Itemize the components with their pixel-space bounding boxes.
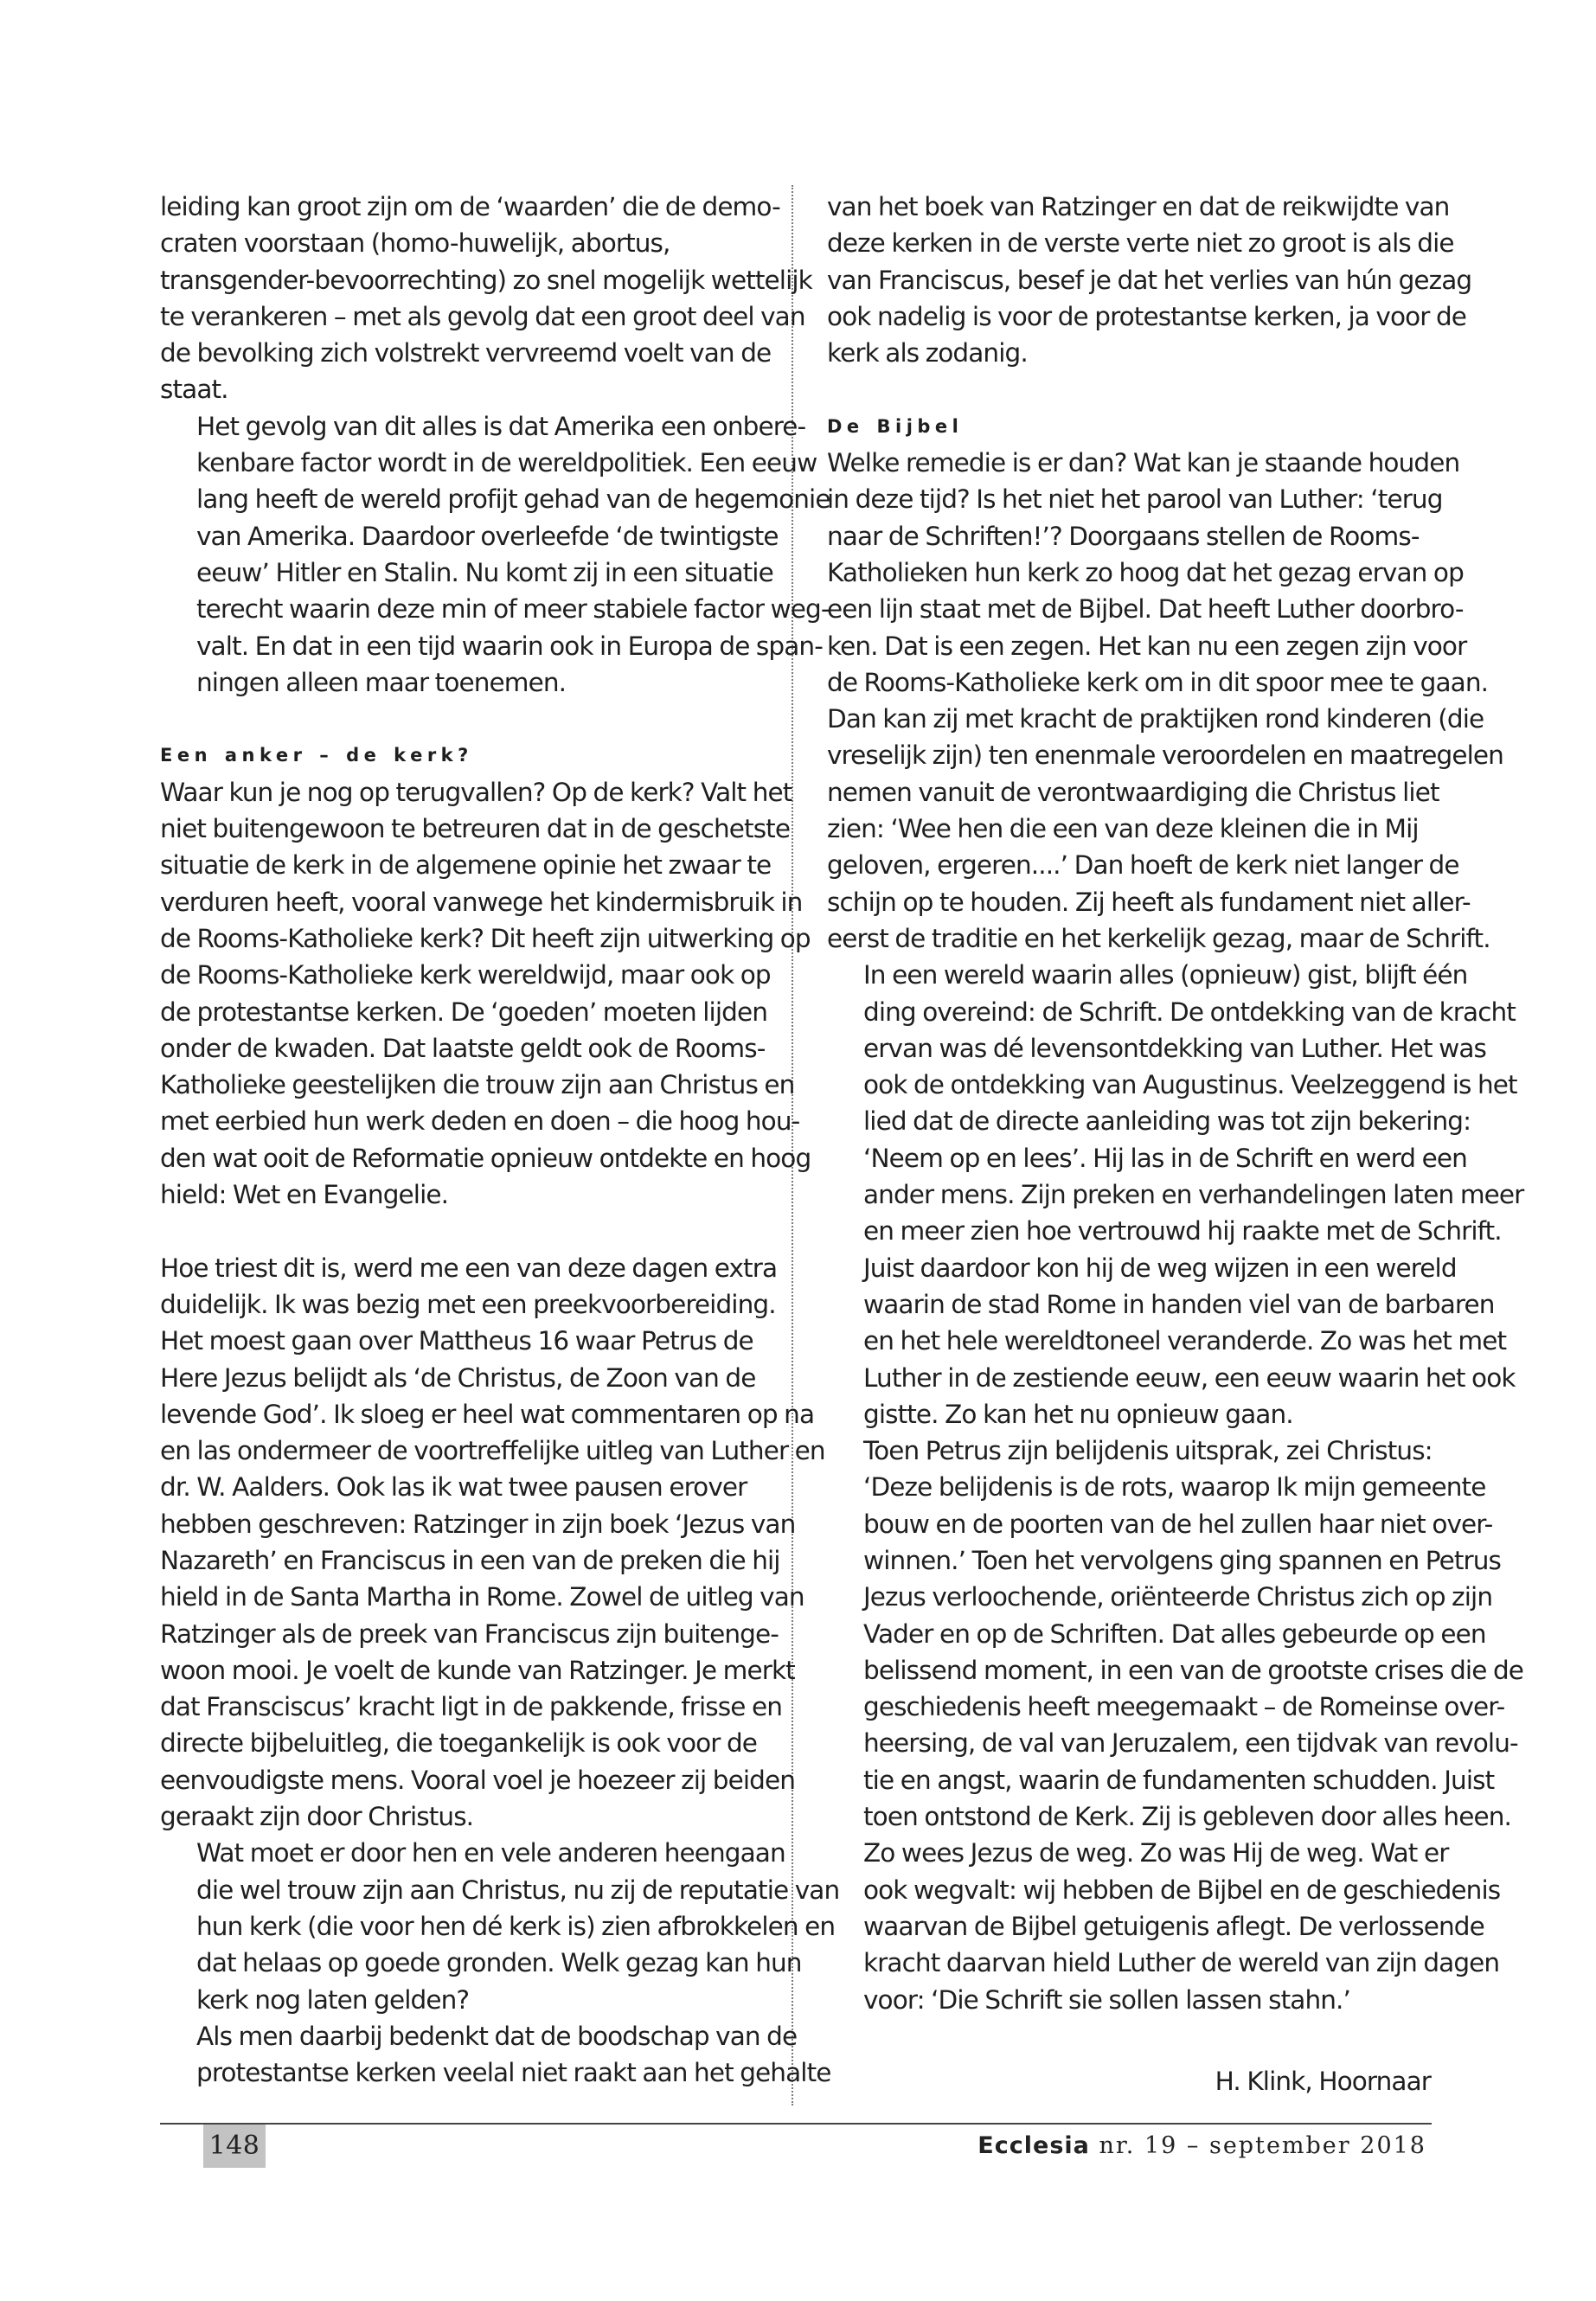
text-line: tie en angst, waarin de fundamenten schudden. Juist (863, 1765, 1495, 1795)
text-line: naar de Schriften!’? Doorgaans stellen de Rooms- (827, 521, 1420, 551)
text-line: dat helaas op goede gronden. Welk gezag kan hun (196, 1948, 802, 1978)
text-line: Juist daardoor kon hij de weg wijzen in een wereld (863, 1253, 1457, 1283)
text-line: Waar kun je nog op terugvallen? Op de kerk? Valt het (160, 777, 792, 807)
text-line: en las ondermeer de voortreffelijke uitleg van Luther en (160, 1436, 825, 1466)
text-line: kerk nog laten gelden? (196, 1984, 470, 2015)
text-line: ander mens. Zijn preken en verhandelingen laten meer (863, 1180, 1524, 1210)
text-line: dat Fransciscus’ kracht ligt in de pakkende, frisse en (160, 1692, 783, 1722)
left-column (160, 189, 840, 2091)
text-line: ‘Deze belijdenis is de rots, waarop Ik mijn gemeente (863, 1472, 1486, 1503)
text-line: Het gevolg van dit alles is dat Amerika een onbere- (196, 411, 806, 441)
text-line: die wel trouw zijn aan Christus, nu zij de reputatie van (196, 1875, 840, 1905)
right-paragraph-1 (827, 189, 1472, 371)
left-paragraph-4 (160, 1250, 825, 1836)
text-line: ervan was dé levensontdekking van Luther. Het was (863, 1033, 1487, 1063)
text-line: Katholieken hun kerk zo hoog dat het gezag ervan op (827, 557, 1464, 587)
text-line: lied dat de directe aanleiding was tot zijn bekering: (863, 1106, 1471, 1137)
text-line: bouw en de poorten van de hel zullen haar niet over- (863, 1509, 1493, 1539)
text-line: niet buitengewoon te betreuren dat in de geschetste (160, 814, 791, 844)
text-line: ningen alleen maar toenemen. (196, 667, 567, 697)
text-line: vreselijk zijn) ten enenmale veroordelen en maatregelen (827, 740, 1503, 771)
text-line: waarvan de Bijbel getuigenis aflegt. De verlossende (863, 1911, 1484, 1941)
text-line: craten voorstaan (homo-huwelijk, abortus, (160, 228, 670, 259)
text-line: ook de ontdekking van Augustinus. Veelzeggend is het (863, 1070, 1517, 1100)
text-line: ook nadelig is voor de protestantse kerken, ja voor de (827, 301, 1467, 331)
text-line: de bevolking zich volstrekt vervreemd voelt van de (160, 338, 772, 369)
text-line: onder de kwaden. Dat laatste geldt ook de Rooms- (160, 1033, 766, 1063)
text-line: verduren heeft, vooral vanwege het kindermisbruik in (160, 887, 803, 917)
text-line: valt. En dat in een tijd waarin ook in Europa de span- (196, 631, 823, 661)
text-line: geloven, ergeren....’ Dan hoeft de kerk niet langer de (827, 850, 1459, 881)
text-line: gistte. Zo kan het nu opnieuw gaan. (863, 1399, 1293, 1429)
text-line: Het moest gaan over Mattheus 16 waar Petrus de (160, 1326, 753, 1356)
right-paragraph-5 (827, 1835, 1501, 2017)
text-line: zien: ‘Wee hen die een van deze kleinen die in Mij (827, 814, 1419, 844)
text-line: en meer zien hoe vertrouwd hij raakte met de Schrift. (863, 1216, 1502, 1247)
issue-info: nr. 19 – september 2018 (1089, 2132, 1426, 2159)
text-line: een lijn staat met de Bijbel. Dat heeft Luther doorbro- (827, 594, 1464, 625)
right-paragraph-2 (827, 445, 1503, 957)
text-line: kracht daarvan hield Luther de wereld van zijn dagen (863, 1948, 1500, 1978)
text-line: Hoe triest dit is, werd me een van deze dagen extra (160, 1253, 778, 1283)
text-line: dr. W. Aalders. Ook las ik wat twee pausen erover (160, 1472, 747, 1503)
page-number: 148 (203, 2125, 266, 2168)
text-line: Katholieke geestelijken die trouw zijn aan Christus en (160, 1070, 795, 1100)
text-line: voor: ‘Die Schrift sie sollen lassen stahn.’ (863, 1984, 1350, 2015)
right-paragraph-3 (827, 957, 1524, 1433)
text-line: de Rooms-Katholieke kerk wereldwijd, maar ook op (160, 960, 771, 990)
text-line: Nazareth’ en Franciscus in een van de preken die hij (160, 1545, 780, 1575)
text-line: eeuw’ Hitler en Stalin. Nu komt zij in een situatie (196, 557, 773, 587)
right-paragraph-4 (827, 1433, 1524, 1835)
text-line: Dan kan zij met kracht de praktijken rond kinderen (die (827, 704, 1484, 734)
text-line: met eerbied hun werk deden en doen – die hoog hou- (160, 1106, 800, 1137)
text-line: ding overeind: de Schrift. De ontdekking van de kracht (863, 997, 1516, 1027)
left-paragraph-2 (160, 408, 830, 701)
text-line: kerk als zodanig. (827, 338, 1028, 369)
text-line: eenvoudigste mens. Vooral voel je hoezeer zij beiden (160, 1765, 796, 1795)
text-line: Vader en op de Schriften. Dat alles gebeurde op een (863, 1618, 1486, 1649)
text-line: Wat moet er door hen en vele anderen heengaan (196, 1838, 785, 1868)
text-line: de Rooms-Katholieke kerk? Dit heeft zijn uitwerking op (160, 923, 811, 953)
text-line: eerst de traditie en het kerkelijk gezag, maar de Schrift. (827, 923, 1490, 953)
text-line: lang heeft de wereld profijt gehad van de hegemonie (196, 484, 830, 515)
journal-name: Ecclesia (977, 2132, 1090, 2159)
text-line: staat. (160, 375, 228, 405)
text-line: nemen vanuit de verontwaardiging die Christus liet (827, 777, 1439, 807)
text-line: in deze tijd? Is het niet het parool van Luther: ‘terug (827, 484, 1443, 515)
section-heading-anker: Een anker – de kerk? (160, 745, 473, 766)
left-paragraph-6 (160, 2018, 831, 2092)
text-line: Zo wees Jezus de weg. Zo was Hij de weg. Wat er (863, 1838, 1449, 1868)
text-line: heersing, de val van Jeruzalem, een tijdvak van revolu- (863, 1728, 1518, 1759)
text-line: Jezus verloochende, oriënteerde Christus zich op zijn (863, 1582, 1493, 1612)
text-line: terecht waarin deze min of meer stabiele factor weg- (196, 594, 830, 625)
text-line: Luther in de zestiende eeuw, een eeuw waarin het ook (863, 1362, 1516, 1393)
text-line: de Rooms-Katholieke kerk om in dit spoor mee te gaan. (827, 667, 1489, 697)
section-heading-bijbel: De Bijbel (827, 415, 964, 437)
text-line: ook wegvalt: wij hebben de Bijbel en de geschiedenis (863, 1875, 1501, 1905)
text-line: Als men daarbij bedenkt dat de boodschap van de (196, 2021, 798, 2051)
text-line: waarin de stad Rome in handen viel van de barbaren (863, 1289, 1495, 1319)
text-line: de protestantse kerken. De ‘goeden’ moeten lijden (160, 997, 767, 1027)
text-line: winnen.’ Toen het vervolgens ging spannen en Petrus (863, 1545, 1502, 1575)
text-line: ‘Neem op en lees’. Hij las in de Schrift en werd een (863, 1143, 1467, 1173)
text-line: duidelijk. Ik was bezig met een preekvoorbereiding. (160, 1289, 776, 1319)
text-line: geraakt zijn door Christus. (160, 1802, 474, 1832)
text-line: deze kerken in de verste verte niet zo groot is als die (827, 228, 1454, 259)
left-paragraph-5 (160, 1835, 840, 2017)
text-line: hun kerk (die voor hen dé kerk is) zien afbrokkelen en (196, 1911, 836, 1941)
text-line: te verankeren – met als gevolg dat een groot deel van (160, 301, 805, 331)
text-line: situatie de kerk in de algemene opinie het zwaar te (160, 850, 772, 881)
left-paragraph-1 (160, 189, 812, 408)
text-line: In een wereld waarin alles (opnieuw) gist, blijft één (863, 960, 1468, 990)
text-line: Ratzinger als de preek van Franciscus zijn buitenge- (160, 1618, 779, 1649)
text-line: toen ontstond de Kerk. Zij is gebleven door alles heen. (863, 1802, 1511, 1832)
text-line: Here Jezus belijdt als ‘de Christus, de Zoon van de (160, 1362, 756, 1393)
author-signature: H. Klink, Hoornaar (1215, 2066, 1431, 2096)
text-line: geschiedenis heeft meegemaakt – de Romeinse over- (863, 1692, 1505, 1722)
right-column (827, 189, 1524, 2099)
text-line: levende God’. Ik sloeg er heel wat commentaren op na (160, 1399, 815, 1429)
text-line: protestantse kerken veelal niet raakt aan het gehalte (196, 2058, 831, 2088)
text-line: belissend moment, in een van de grootste crises die de (863, 1655, 1524, 1685)
text-line: hield: Wet en Evangelie. (160, 1180, 449, 1210)
text-line: schijn op te houden. Zij heeft als fundament niet aller- (827, 887, 1471, 917)
text-line: kenbare factor wordt in de wereldpolitiek. Een eeuw (196, 448, 817, 478)
text-line: van Amerika. Daardoor overleefde ‘de twintigste (196, 521, 779, 551)
left-paragraph-3 (160, 774, 811, 1214)
text-line: transgender-bevoorrechting) zo snel mogelijk wettelijk (160, 265, 812, 295)
text-line: hebben geschreven: Ratzinger in zijn boek ‘Jezus van (160, 1509, 796, 1539)
text-line: den wat ooit de Reformatie opnieuw ontdekte en hoog (160, 1143, 811, 1173)
text-line: Toen Petrus zijn belijdenis uitsprak, zei Christus: (863, 1436, 1433, 1466)
text-line: directe bijbeluitleg, die toegankelijk is ook voor de (160, 1728, 758, 1759)
text-line: woon mooi. Je voelt de kunde van Ratzinger. Je merkt (160, 1655, 795, 1685)
text-line: van Franciscus, besef je dat het verlies van hún gezag (827, 265, 1472, 295)
journal-issue (977, 2125, 1426, 2168)
text-line: hield in de Santa Martha in Rome. Zowel de uitleg van (160, 1582, 804, 1612)
text-line: en het hele wereldtoneel veranderde. Zo was het met (863, 1326, 1507, 1356)
text-line: leiding kan groot zijn om de ‘waarden’ die de demo- (160, 192, 780, 221)
text-line: ken. Dat is een zegen. Het kan nu een zegen zijn voor (827, 631, 1467, 661)
text-line: Welke remedie is er dan? Wat kan je staande houden (827, 448, 1460, 478)
text-line: van het boek van Ratzinger en dat de reikwijdte van (827, 192, 1450, 221)
